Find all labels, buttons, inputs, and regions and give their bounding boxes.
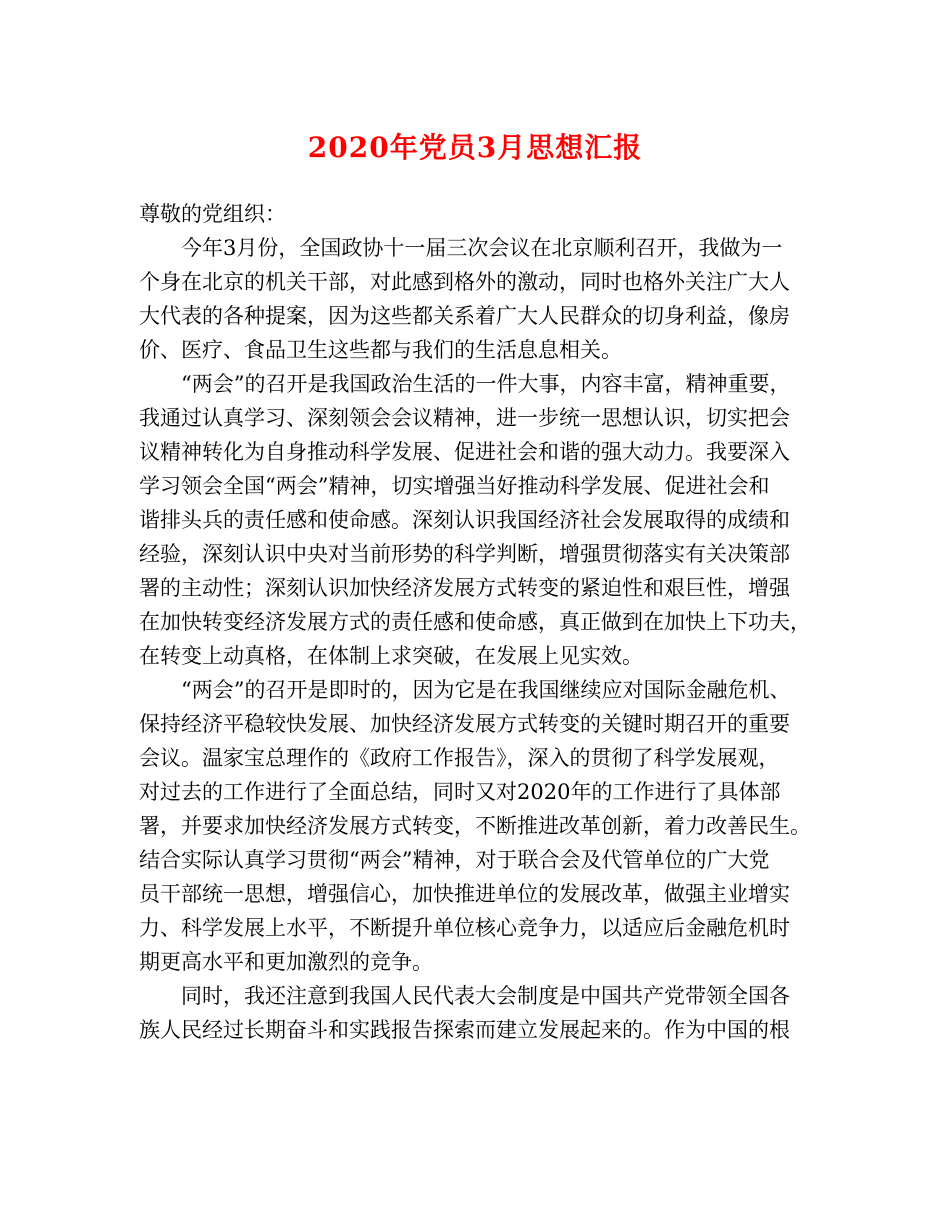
paragraph-line: 我通过认真学习、深刻领会会议精神，进一步统一思想认识，切实把会 [139,406,790,430]
paragraph-line: 在加快转变经济发展方式的责任感和使命感，真正做到在加快上下功夫， [139,610,811,634]
paragraph-line: 同时，我还注意到我国人民代表大会制度是中国共产党带领全国各 [181,984,790,1008]
paragraph-line: 力、科学发展上水平，不断提升单位核心竞争力，以适应后金融危机时 [139,916,790,940]
paragraph-line: 谐排头兵的责任感和使命感。深刻认识我国经济社会发展取得的成绩和 [139,508,790,532]
document-title: 2020年党员3月思想汇报 [307,131,643,164]
document-body [139,197,819,1047]
paragraph-4 [139,979,819,1047]
paragraph-line: 在转变上动真格，在体制上求突破，在发展上见实效。 [139,644,643,668]
paragraph-line: 署，并要求加快经济发展方式转变，不断推进改革创新，着力改善民生。 [139,814,811,838]
paragraph-line: 议精神转化为自身推动科学发展、促进社会和谐的强大动力。我要深入 [139,440,790,464]
paragraph-1 [139,231,819,367]
paragraph-line: “两会”的召开是我国政治生活的一件大事，内容丰富，精神重要， [181,372,791,396]
paragraph-line: 价、医疗、食品卫生这些都与我们的生活息息相关。 [139,338,622,362]
paragraph-line: 经验，深刻认识中央对当前形势的科学判断，增强贯彻落实有关决策部 [139,542,790,566]
paragraph-line: 对过去的工作进行了全面总结，同时又对2020年的工作进行了具体部 [139,780,781,804]
paragraph-3 [139,673,819,979]
paragraph-line: “两会”的召开是即时的，因为它是在我国继续应对国际金融危机、 [181,678,791,702]
paragraph-line: 族人民经过长期奋斗和实践报告探索而建立发展起来的。作为中国的根 [139,1018,790,1042]
paragraph-2 [139,367,819,673]
paragraph-line: 个身在北京的机关干部，对此感到格外的激动，同时也格外关注广大人 [139,270,790,294]
salutation: 尊敬的党组织： [139,202,286,226]
paragraph-line: 署的主动性；深刻认识加快经济发展方式转变的紧迫性和艰巨性，增强 [139,576,790,600]
paragraph-line: 会议。温家宝总理作的《政府工作报告》，深入的贯彻了科学发展观， [139,746,780,770]
paragraph-line: 大代表的各种提案，因为这些都关系着广大人民群众的切身利益，像房 [139,304,790,328]
paragraph-line: 今年3月份，全国政协十一届三次会议在北京顺利召开，我做为一 [181,236,783,260]
paragraph-line: 期更高水平和更加激烈的竞争。 [139,950,433,974]
paragraph-line: 学习领会全国“两会”精神，切实增强当好推动科学发展、促进社会和 [139,474,770,498]
paragraph-line: 保持经济平稳较快发展、加快经济发展方式转变的关键时期召开的重要 [139,712,790,736]
paragraph-line: 结合实际认真学习贯彻“两会”精神，对于联合会及代管单位的广大党 [139,848,770,872]
paragraph-line: 员干部统一思想，增强信心，加快推进单位的发展改革，做强主业增实 [139,882,790,906]
